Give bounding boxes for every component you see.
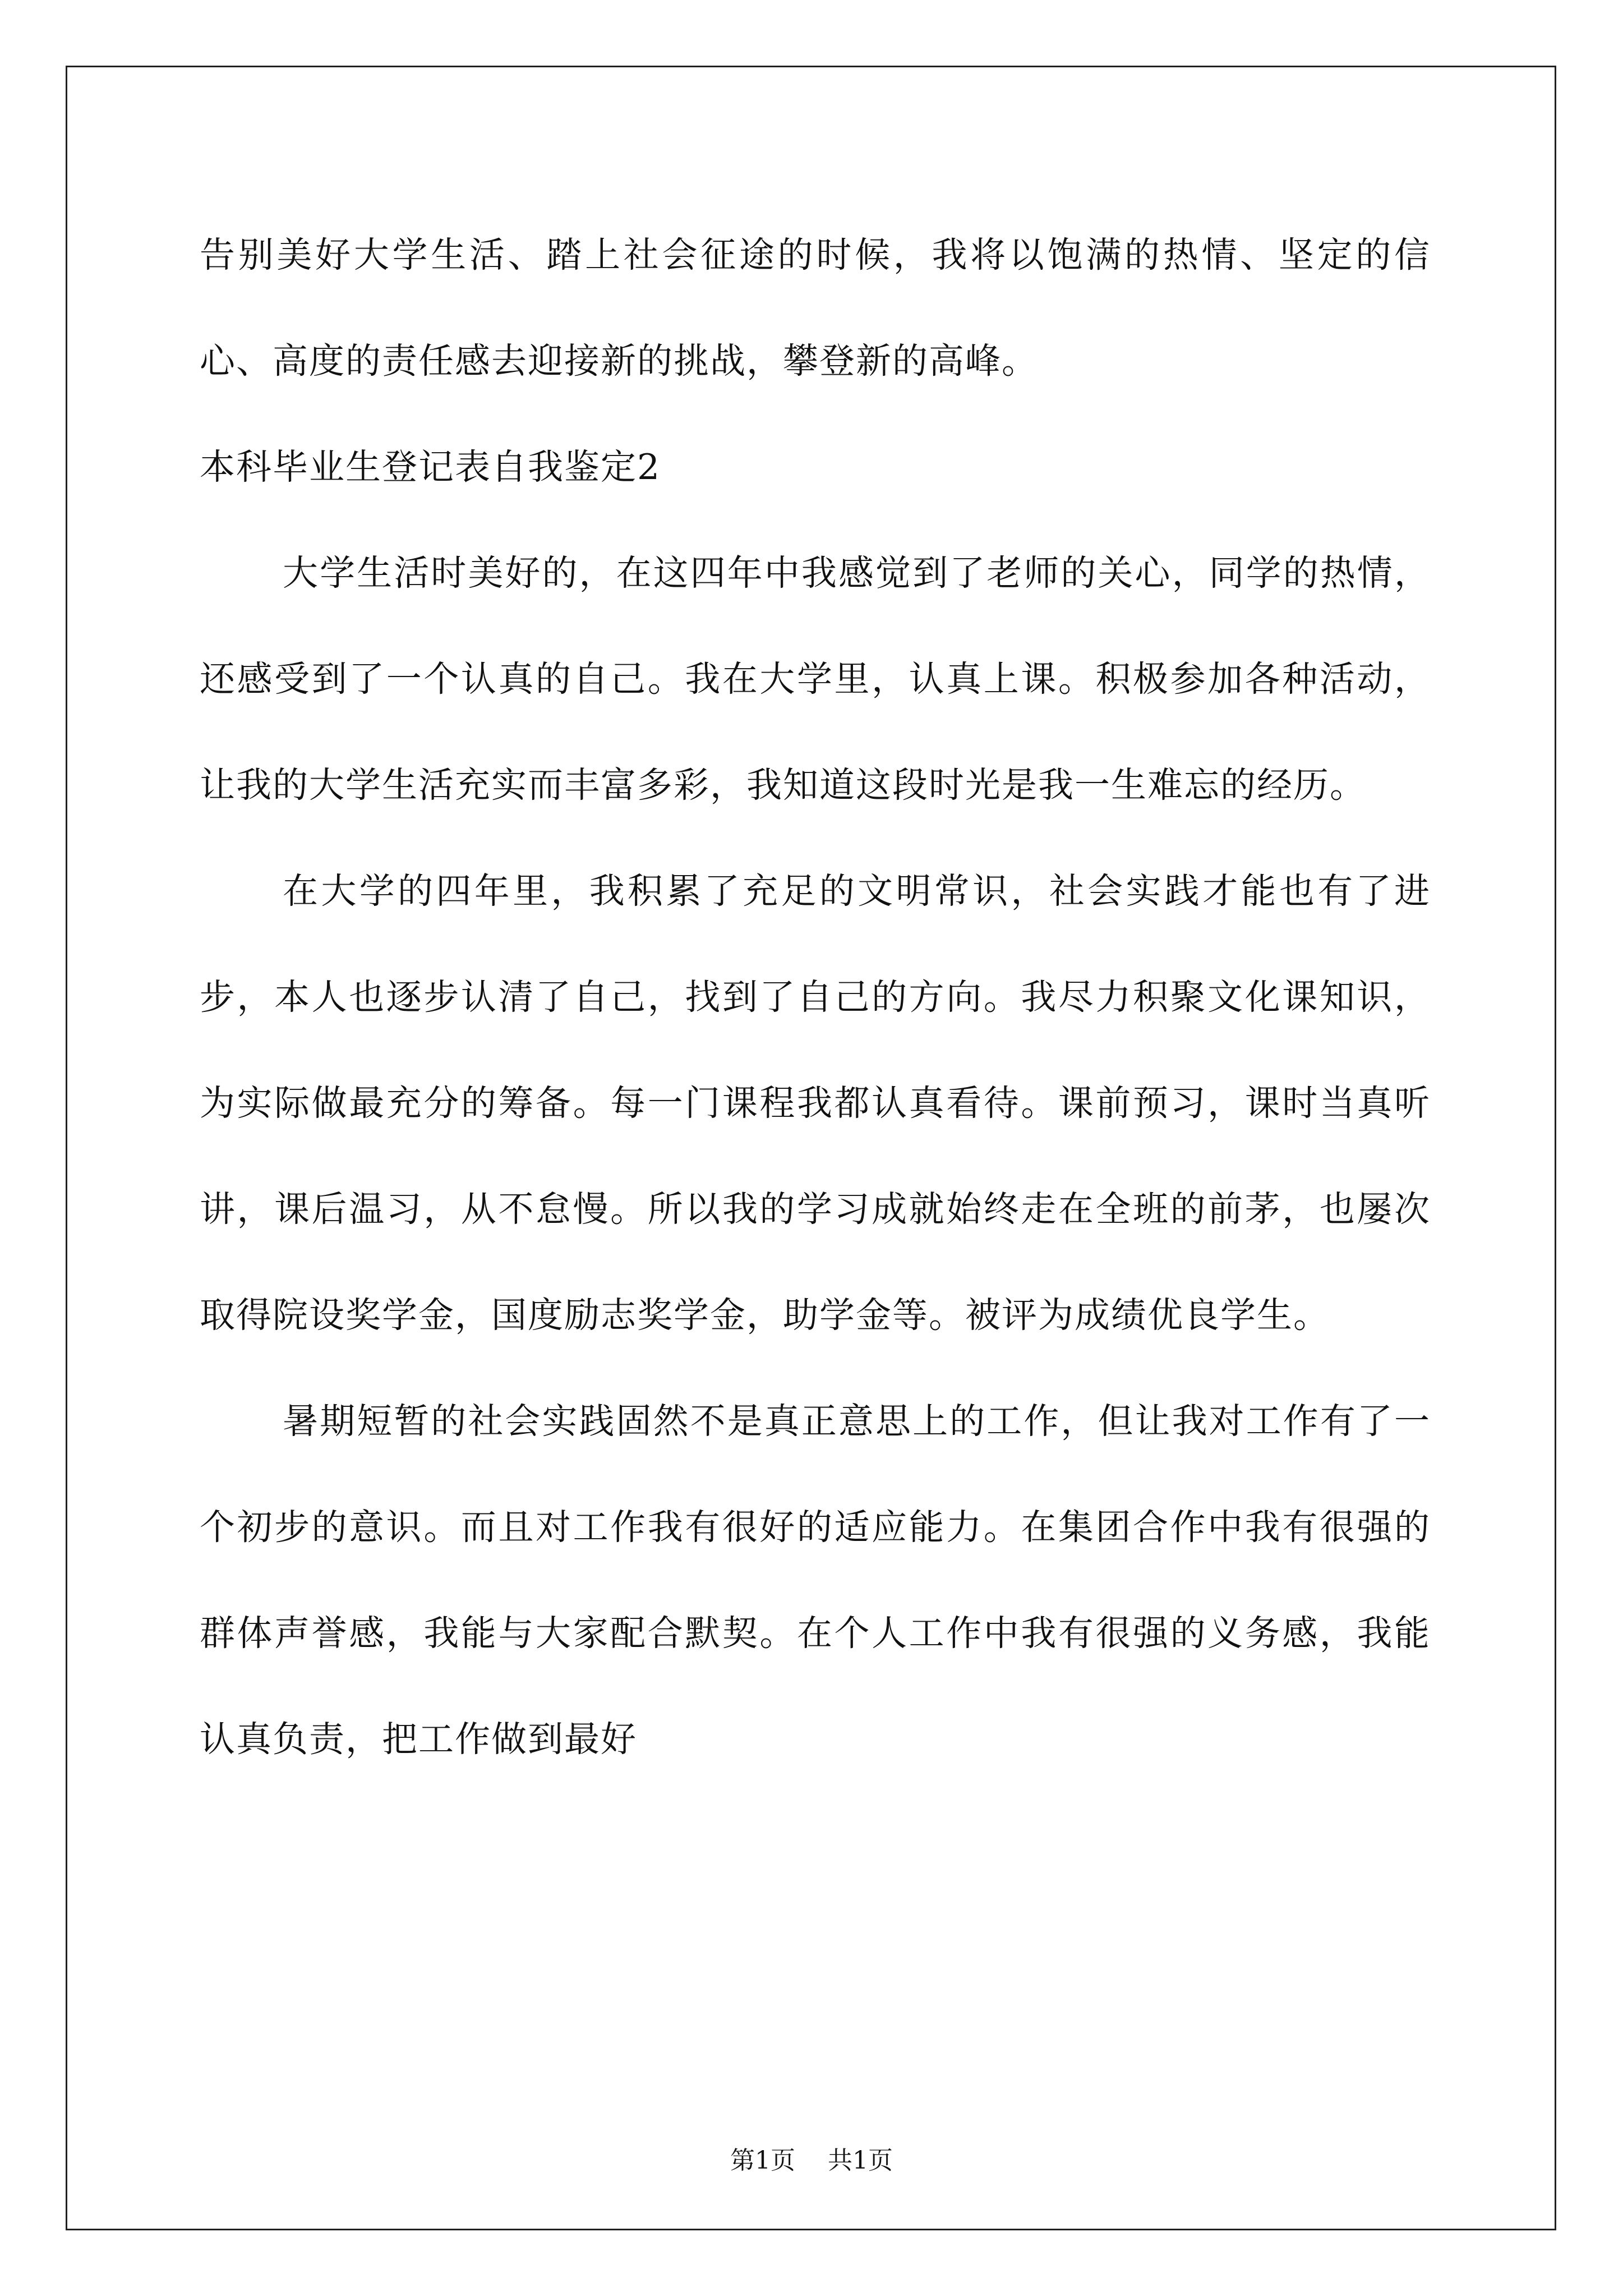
document-body (200, 202, 1431, 1792)
page-footer (0, 2144, 1623, 2178)
paragraph-1: 大学生活时美好的，在这四年中我感觉到了老师的关心，同学的热情，还感受到了一个认真的自己。我在大学里，认真上课。积极参加各种活动，让我的大学生活充实而丰富多彩，我知道这段时光是我一生难忘的经历。 (200, 553, 1431, 806)
page-total: 共1页 (828, 2146, 893, 2175)
paragraph-2: 在大学的四年里，我积累了充足的文明常识，社会实践才能也有了进步，本人也逐步认清了自己，找到了自己的方向。我尽力积聚文化课知识，为实际做最充分的筹备。每一门课程我都认真看待。课前预习，课时当真听讲，课后温习，从不怠慢。所以我的学习成就始终走在全班的前茅，也屡次取得院设奖学金，国度励志奖学金，助学金等。被评为成绩优良学生。 (200, 871, 1431, 1336)
section-title: 本科毕业生登记表自我鉴定2 (200, 447, 661, 487)
paragraph-3: 暑期短暂的社会实践固然不是真正意思上的工作，但让我对工作有了一个初步的意识。而且对工作我有很好的适应能力。在集团合作中我有很强的群体声誉感，我能与大家配合默契。在个人工作中我有很强的义务感，我能认真负责，把工作做到最好 (200, 1401, 1431, 1760)
paragraph-continuation: 告别美好大学生活、踏上社会征途的时候，我将以饱满的热情、坚定的信心、高度的责任感去迎接新的挑战，攀登新的高峰。 (200, 234, 1431, 381)
page-number: 第1页 (730, 2146, 795, 2175)
